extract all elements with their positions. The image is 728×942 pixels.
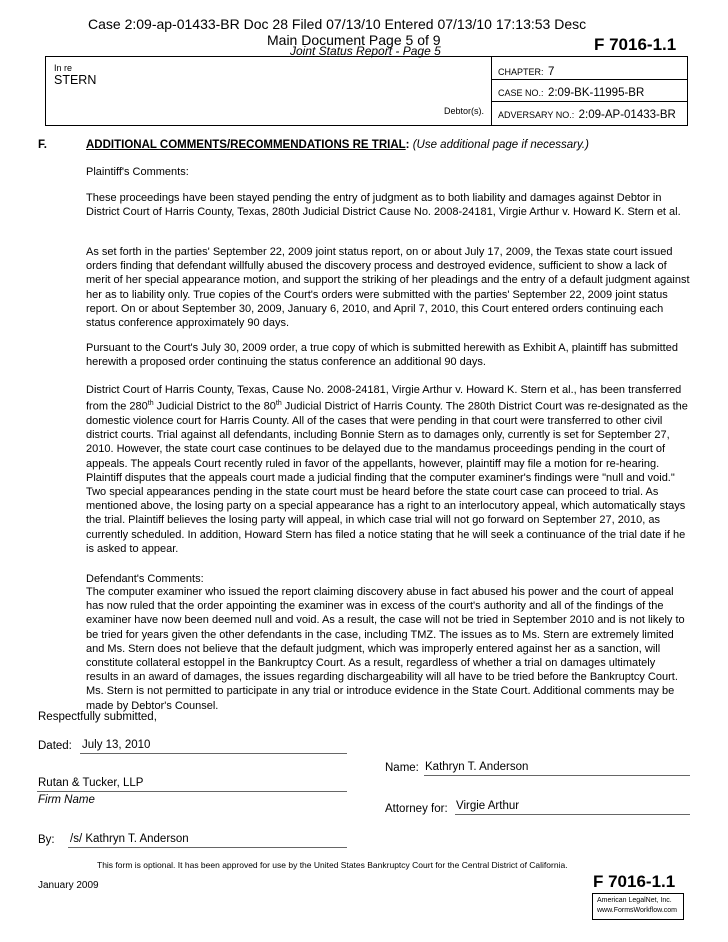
attorney-line [455, 814, 690, 815]
firm-value: Rutan & Tucker, LLP [38, 777, 144, 789]
dated-label: Dated: [38, 740, 72, 752]
p4-part-c: Judicial District of Harris County. The 280th District Court was re-designated as the domestic violence court for Harris County. All of the cases that were pending in that court were transferred to other civil district courts. Trial against all defendants, including Bonnie Stern as to damages only, currently is set for September 27, 2010. However, the state court case continues to be delayed due to the mandamus proceedings pending in the court of appeals. The appeals Court recently ruled in favor of the appellants, however, plaintiff may file a motion for re-hearing. Plaintiff disputes that the appeals court made a judicial finding that the computer examiner's findings were "null and void." Two special appearances pending in the state court must be heard before the state court case can proceed to trial. As mentioned above, the losing party on a special appearance has a right to an interlocutory appeal, which automatically stays the trial. Plaintiff believes the losing party will appeal, in which case trial will not go forward on September 27, 2010, as currently scheduled. In addition, Howard Stern has filed a notice stating that he will seek a continuance of the trial date if he is asked to appear. [86, 400, 688, 555]
plaintiff-paragraph-3: Pursuant to the Court's July 30, 2009 order, a true copy of which is submitted herewith as Exhibit A, plaintiff has submitted herewith a proposed order continuing the status conference an additional 90 days. [86, 342, 678, 369]
debtor-name: STERN [54, 73, 97, 87]
name-value: Kathryn T. Anderson [425, 761, 529, 773]
caption-divider [491, 56, 492, 126]
dated-value: July 13, 2010 [82, 739, 151, 751]
by-line [68, 847, 347, 848]
plaintiff-paragraph-1: These proceedings have been stayed pending the entry of judgment as to both liability and damages against Debtor in District Court of Harris County, Texas, 280th Judicial District Cause No. 2008-24181, Virgie Arthur v. Howard K. Stern et al. [86, 192, 681, 219]
chapter-label: CHAPTER: [498, 67, 544, 77]
in-re-label: In re [54, 63, 73, 73]
plaintiff-paragraph-2: As set forth in the parties' September 22, 2009 joint status report, on or about July 17, 2009, the Texas state court issued orders finding that defendant willfully abused the discovery process and destroyed evidence, sufficient to show a lack of merit of her special appearance motion, and support the striking of her pleadings and the entry of a default judgment against her as to liability only. True copies of the Court's orders were submitted with the parties' September 22, 2009 joint status report. On or about September 30, 2009, January 6, 2010, and April 7, 2010, this Court entered orders continuing each status conference approximately 90 days. [86, 246, 690, 330]
section-title: ADDITIONAL COMMENTS/RECOMMENDATIONS RE TRIAL [86, 139, 406, 151]
p4-sup-2: th [275, 400, 282, 408]
case-no-field [498, 83, 644, 101]
form-number-bottom: F 7016-1.1 [593, 872, 676, 891]
by-label: By: [38, 834, 55, 846]
respectfully-submitted: Respectfully submitted, [38, 711, 157, 723]
attorney-value: Virgie Arthur [456, 800, 520, 812]
section-letter: F. [38, 139, 47, 151]
chapter-value: 7 [547, 66, 555, 78]
publisher-url: www.FormsWorkflow.com [597, 907, 677, 914]
attorney-label: Attorney for: [385, 803, 448, 815]
section-title-colon: : [405, 139, 410, 151]
caption-rule-2 [492, 101, 688, 102]
section-heading [86, 139, 589, 151]
p4-sup-1: th [147, 400, 154, 408]
case-no-label: CASE NO.: [498, 88, 544, 98]
case-no-value: 2:09-BK-11995-BR [547, 87, 645, 99]
page-title-overlay: Joint Status Report - Page 5 [290, 44, 441, 58]
plaintiff-heading: Plaintiff's Comments: [86, 166, 189, 178]
p4-part-a: District Court of Harris County, Texas, Cause No. 2008-24181, Virgie Arthur v. Howard K. Stern et al., has been transferred from the 280 [86, 384, 682, 413]
section-note: (Use additional page if necessary.) [412, 139, 589, 151]
firm-line [37, 791, 347, 792]
p4-part-b: Judicial District to the 80 [153, 400, 276, 413]
chapter-field [498, 62, 554, 80]
defendant-heading: Defendant's Comments: [86, 573, 204, 585]
case-header-line: Case 2:09-ap-01433-BR Doc 28 Filed 07/13/10 Entered 07/13/10 17:13:53 Desc [88, 16, 587, 32]
firm-label: Firm Name [38, 794, 95, 806]
adversary-no-field [498, 105, 676, 123]
debtors-label: Debtor(s). [444, 106, 485, 116]
form-number-top: F 7016-1.1 [594, 35, 677, 54]
plaintiff-paragraph-4 [86, 383, 690, 556]
defendant-paragraph-1: The computer examiner who issued the report claiming discovery abuse in fact abused his power and the court of appeal has now ruled that the order appointing the examiner was in excess of the court's authority and all of the findings of the examiner have now been deemed null and void. As a result, the case will not be tried in September 2010 and is not likely to be tried for years given the other defendants in the case, including TMZ. The issues as to Ms. Stern are extremely limited and Ms. Stern does not believe that the default judgment, which was improperly entered against her as a sanction, will constitute collateral estoppel in the Bankruptcy Court. As a result, regardless of whether a trial on damages ultimately results in an award of damages, the issues regarding dischargeability will all have to be tried before the Bankruptcy Court. Ms. Stern is not permitted to participate in any trial or introduce evidence in the State Court. Additional comments may be made by Debtor's Counsel. [86, 586, 685, 712]
footer-notice: This form is optional. It has been approved for use by the United States Bankruptcy Court for the Central District of California. [97, 860, 568, 870]
adversary-value: 2:09-AP-01433-BR [578, 109, 676, 121]
name-label: Name: [385, 762, 419, 774]
by-value: /s/ Kathryn T. Anderson [70, 833, 189, 845]
name-line [424, 775, 690, 776]
caption-rule-1 [492, 79, 688, 80]
publisher-name: American LegalNet, Inc. [597, 897, 672, 904]
main-document-line: Main Document Page 5 of 9 [267, 32, 441, 48]
adversary-label: ADVERSARY NO.: [498, 110, 575, 120]
footer-date: January 2009 [38, 880, 99, 891]
publisher-box [592, 893, 684, 920]
dated-line [80, 753, 347, 754]
